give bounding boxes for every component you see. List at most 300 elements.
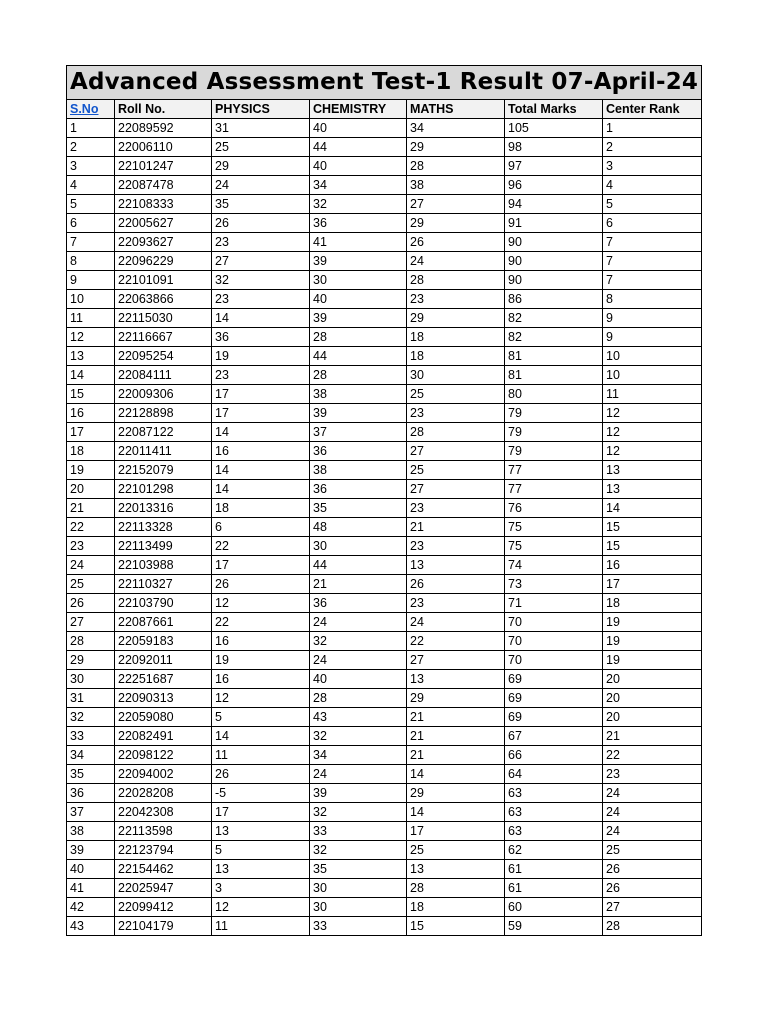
cell-physics: 26: [212, 214, 310, 233]
cell-roll-no: 22082491: [115, 727, 212, 746]
cell-physics: 23: [212, 366, 310, 385]
cell-center-rank: 7: [603, 271, 702, 290]
cell-sno: 29: [67, 651, 115, 670]
table-row: [67, 271, 702, 290]
cell-total-marks: 90: [505, 271, 603, 290]
cell-physics: 17: [212, 385, 310, 404]
cell-center-rank: 20: [603, 708, 702, 727]
cell-sno: 36: [67, 784, 115, 803]
cell-chemistry: 24: [310, 765, 407, 784]
cell-maths: 18: [407, 328, 505, 347]
cell-chemistry: 36: [310, 214, 407, 233]
table-row: [67, 556, 702, 575]
cell-total-marks: 60: [505, 898, 603, 917]
cell-center-rank: 3: [603, 157, 702, 176]
cell-physics: 6: [212, 518, 310, 537]
cell-maths: 27: [407, 651, 505, 670]
table-row: [67, 138, 702, 157]
cell-sno: 28: [67, 632, 115, 651]
cell-center-rank: 7: [603, 233, 702, 252]
cell-roll-no: 22096229: [115, 252, 212, 271]
cell-chemistry: 21: [310, 575, 407, 594]
cell-center-rank: 21: [603, 727, 702, 746]
cell-total-marks: 79: [505, 423, 603, 442]
cell-center-rank: 27: [603, 898, 702, 917]
table-row: [67, 176, 702, 195]
cell-sno: 33: [67, 727, 115, 746]
cell-sno: 34: [67, 746, 115, 765]
cell-physics: 12: [212, 898, 310, 917]
table-row: [67, 404, 702, 423]
cell-chemistry: 41: [310, 233, 407, 252]
cell-roll-no: 22028208: [115, 784, 212, 803]
cell-chemistry: 32: [310, 803, 407, 822]
cell-center-rank: 12: [603, 404, 702, 423]
cell-maths: 14: [407, 803, 505, 822]
table-row: [67, 689, 702, 708]
cell-chemistry: 38: [310, 385, 407, 404]
cell-center-rank: 8: [603, 290, 702, 309]
cell-physics: 19: [212, 651, 310, 670]
cell-maths: 21: [407, 518, 505, 537]
cell-maths: 28: [407, 423, 505, 442]
cell-maths: 23: [407, 594, 505, 613]
table-row: [67, 499, 702, 518]
cell-center-rank: 28: [603, 917, 702, 936]
cell-sno: 42: [67, 898, 115, 917]
cell-center-rank: 18: [603, 594, 702, 613]
cell-center-rank: 4: [603, 176, 702, 195]
cell-center-rank: 20: [603, 689, 702, 708]
cell-sno: 16: [67, 404, 115, 423]
cell-maths: 28: [407, 879, 505, 898]
table-row: [67, 518, 702, 537]
cell-total-marks: 86: [505, 290, 603, 309]
cell-total-marks: 105: [505, 119, 603, 138]
cell-roll-no: 22103790: [115, 594, 212, 613]
cell-physics: 16: [212, 442, 310, 461]
cell-maths: 28: [407, 271, 505, 290]
cell-roll-no: 22095254: [115, 347, 212, 366]
cell-total-marks: 76: [505, 499, 603, 518]
cell-physics: 17: [212, 556, 310, 575]
cell-chemistry: 39: [310, 252, 407, 271]
cell-physics: 35: [212, 195, 310, 214]
cell-maths: 13: [407, 556, 505, 575]
cell-physics: 14: [212, 480, 310, 499]
cell-center-rank: 14: [603, 499, 702, 518]
column-header-physics: PHYSICS: [212, 100, 310, 119]
cell-center-rank: 12: [603, 442, 702, 461]
results-table: [66, 65, 702, 936]
cell-maths: 29: [407, 309, 505, 328]
cell-sno: 21: [67, 499, 115, 518]
cell-sno: 31: [67, 689, 115, 708]
cell-physics: 11: [212, 746, 310, 765]
cell-total-marks: 62: [505, 841, 603, 860]
table-row: [67, 860, 702, 879]
cell-maths: 26: [407, 233, 505, 252]
cell-chemistry: 44: [310, 556, 407, 575]
cell-total-marks: 79: [505, 404, 603, 423]
cell-roll-no: 22115030: [115, 309, 212, 328]
cell-sno: 17: [67, 423, 115, 442]
cell-center-rank: 9: [603, 328, 702, 347]
cell-sno: 43: [67, 917, 115, 936]
cell-physics: 5: [212, 841, 310, 860]
table-row: [67, 461, 702, 480]
cell-maths: 29: [407, 214, 505, 233]
cell-maths: 29: [407, 689, 505, 708]
cell-total-marks: 63: [505, 784, 603, 803]
cell-total-marks: 63: [505, 822, 603, 841]
cell-maths: 24: [407, 613, 505, 632]
cell-roll-no: 22005627: [115, 214, 212, 233]
cell-center-rank: 25: [603, 841, 702, 860]
cell-roll-no: 22042308: [115, 803, 212, 822]
cell-total-marks: 61: [505, 879, 603, 898]
cell-roll-no: 22108333: [115, 195, 212, 214]
cell-maths: 23: [407, 404, 505, 423]
cell-chemistry: 35: [310, 499, 407, 518]
cell-total-marks: 69: [505, 670, 603, 689]
cell-roll-no: 22101247: [115, 157, 212, 176]
cell-chemistry: 32: [310, 841, 407, 860]
cell-physics: 26: [212, 575, 310, 594]
table-row: [67, 537, 702, 556]
column-header-sno[interactable]: S.No: [67, 100, 115, 119]
cell-roll-no: 22098122: [115, 746, 212, 765]
cell-center-rank: 24: [603, 803, 702, 822]
cell-physics: 3: [212, 879, 310, 898]
table-row: [67, 613, 702, 632]
cell-roll-no: 22116667: [115, 328, 212, 347]
cell-chemistry: 40: [310, 119, 407, 138]
cell-physics: 22: [212, 613, 310, 632]
cell-center-rank: 24: [603, 784, 702, 803]
cell-total-marks: 90: [505, 233, 603, 252]
cell-sno: 9: [67, 271, 115, 290]
cell-chemistry: 36: [310, 594, 407, 613]
cell-center-rank: 13: [603, 461, 702, 480]
cell-physics: 22: [212, 537, 310, 556]
cell-physics: 14: [212, 423, 310, 442]
cell-sno: 25: [67, 575, 115, 594]
cell-center-rank: 10: [603, 366, 702, 385]
cell-roll-no: 22059080: [115, 708, 212, 727]
cell-maths: 23: [407, 537, 505, 556]
cell-physics: 27: [212, 252, 310, 271]
cell-chemistry: 43: [310, 708, 407, 727]
cell-total-marks: 97: [505, 157, 603, 176]
cell-sno: 11: [67, 309, 115, 328]
cell-center-rank: 5: [603, 195, 702, 214]
cell-roll-no: 22089592: [115, 119, 212, 138]
cell-physics: 23: [212, 233, 310, 252]
cell-sno: 19: [67, 461, 115, 480]
column-header-maths: MATHS: [407, 100, 505, 119]
table-row: [67, 765, 702, 784]
cell-center-rank: 26: [603, 860, 702, 879]
cell-sno: 7: [67, 233, 115, 252]
cell-roll-no: 22063866: [115, 290, 212, 309]
table-row: [67, 385, 702, 404]
cell-center-rank: 16: [603, 556, 702, 575]
cell-chemistry: 39: [310, 784, 407, 803]
cell-center-rank: 23: [603, 765, 702, 784]
cell-sno: 30: [67, 670, 115, 689]
cell-center-rank: 15: [603, 537, 702, 556]
cell-center-rank: 9: [603, 309, 702, 328]
cell-chemistry: 34: [310, 176, 407, 195]
cell-sno: 3: [67, 157, 115, 176]
cell-maths: 34: [407, 119, 505, 138]
cell-physics: 16: [212, 632, 310, 651]
cell-total-marks: 98: [505, 138, 603, 157]
cell-sno: 40: [67, 860, 115, 879]
cell-maths: 21: [407, 708, 505, 727]
cell-sno: 4: [67, 176, 115, 195]
cell-sno: 12: [67, 328, 115, 347]
cell-total-marks: 69: [505, 708, 603, 727]
cell-roll-no: 22092011: [115, 651, 212, 670]
cell-roll-no: 22099412: [115, 898, 212, 917]
cell-sno: 20: [67, 480, 115, 499]
cell-sno: 14: [67, 366, 115, 385]
cell-center-rank: 24: [603, 822, 702, 841]
cell-physics: 31: [212, 119, 310, 138]
cell-center-rank: 19: [603, 651, 702, 670]
cell-maths: 38: [407, 176, 505, 195]
cell-physics: 24: [212, 176, 310, 195]
cell-maths: 21: [407, 727, 505, 746]
table-body: [67, 119, 702, 936]
cell-roll-no: 22123794: [115, 841, 212, 860]
cell-chemistry: 39: [310, 309, 407, 328]
cell-roll-no: 22154462: [115, 860, 212, 879]
table-row: [67, 594, 702, 613]
cell-maths: 17: [407, 822, 505, 841]
table-row: [67, 898, 702, 917]
table-row: [67, 480, 702, 499]
cell-roll-no: 22113328: [115, 518, 212, 537]
cell-center-rank: 12: [603, 423, 702, 442]
cell-physics: 19: [212, 347, 310, 366]
cell-chemistry: 40: [310, 290, 407, 309]
cell-chemistry: 38: [310, 461, 407, 480]
cell-sno: 5: [67, 195, 115, 214]
cell-maths: 13: [407, 860, 505, 879]
cell-chemistry: 34: [310, 746, 407, 765]
cell-total-marks: 67: [505, 727, 603, 746]
table-row: [67, 366, 702, 385]
cell-chemistry: 24: [310, 651, 407, 670]
table-row: [67, 746, 702, 765]
cell-total-marks: 90: [505, 252, 603, 271]
cell-center-rank: 13: [603, 480, 702, 499]
cell-total-marks: 82: [505, 309, 603, 328]
cell-physics: 18: [212, 499, 310, 518]
cell-center-rank: 15: [603, 518, 702, 537]
column-header-roll-no: Roll No.: [115, 100, 212, 119]
cell-roll-no: 22094002: [115, 765, 212, 784]
table-row: [67, 822, 702, 841]
cell-total-marks: 94: [505, 195, 603, 214]
cell-roll-no: 22104179: [115, 917, 212, 936]
cell-physics: 13: [212, 822, 310, 841]
cell-maths: 25: [407, 385, 505, 404]
cell-center-rank: 1: [603, 119, 702, 138]
cell-total-marks: 63: [505, 803, 603, 822]
cell-total-marks: 64: [505, 765, 603, 784]
table-row: [67, 917, 702, 936]
table-row: [67, 632, 702, 651]
cell-roll-no: 22087478: [115, 176, 212, 195]
cell-total-marks: 81: [505, 347, 603, 366]
cell-sno: 1: [67, 119, 115, 138]
cell-chemistry: 32: [310, 727, 407, 746]
cell-physics: 26: [212, 765, 310, 784]
table-row: [67, 252, 702, 271]
cell-maths: 28: [407, 157, 505, 176]
cell-chemistry: 30: [310, 879, 407, 898]
cell-total-marks: 70: [505, 651, 603, 670]
cell-roll-no: 22101298: [115, 480, 212, 499]
cell-maths: 29: [407, 138, 505, 157]
cell-center-rank: 19: [603, 613, 702, 632]
cell-roll-no: 22101091: [115, 271, 212, 290]
cell-maths: 29: [407, 784, 505, 803]
table-row: [67, 727, 702, 746]
cell-center-rank: 6: [603, 214, 702, 233]
cell-total-marks: 70: [505, 613, 603, 632]
cell-sno: 10: [67, 290, 115, 309]
cell-maths: 22: [407, 632, 505, 651]
cell-sno: 32: [67, 708, 115, 727]
cell-chemistry: 32: [310, 632, 407, 651]
cell-total-marks: 71: [505, 594, 603, 613]
cell-physics: 14: [212, 727, 310, 746]
document-title: Advanced Assessment Test-1 Result 07-April-24: [67, 66, 702, 100]
table-row: [67, 214, 702, 233]
cell-chemistry: 44: [310, 138, 407, 157]
cell-sno: 35: [67, 765, 115, 784]
column-header-chemistry: CHEMISTRY: [310, 100, 407, 119]
cell-total-marks: 69: [505, 689, 603, 708]
cell-total-marks: 74: [505, 556, 603, 575]
table-row: [67, 290, 702, 309]
cell-total-marks: 80: [505, 385, 603, 404]
cell-chemistry: 33: [310, 917, 407, 936]
cell-total-marks: 75: [505, 518, 603, 537]
cell-roll-no: 22013316: [115, 499, 212, 518]
cell-roll-no: 22110327: [115, 575, 212, 594]
title-row: [67, 66, 702, 100]
cell-maths: 24: [407, 252, 505, 271]
cell-maths: 30: [407, 366, 505, 385]
cell-roll-no: 22090313: [115, 689, 212, 708]
cell-chemistry: 36: [310, 442, 407, 461]
cell-center-rank: 7: [603, 252, 702, 271]
cell-maths: 25: [407, 461, 505, 480]
cell-physics: 5: [212, 708, 310, 727]
cell-roll-no: 22025947: [115, 879, 212, 898]
cell-total-marks: 73: [505, 575, 603, 594]
cell-total-marks: 82: [505, 328, 603, 347]
cell-center-rank: 20: [603, 670, 702, 689]
cell-roll-no: 22093627: [115, 233, 212, 252]
cell-total-marks: 81: [505, 366, 603, 385]
cell-center-rank: 10: [603, 347, 702, 366]
cell-sno: 41: [67, 879, 115, 898]
cell-total-marks: 59: [505, 917, 603, 936]
table-row: [67, 708, 702, 727]
cell-maths: 23: [407, 290, 505, 309]
cell-total-marks: 61: [505, 860, 603, 879]
cell-chemistry: 30: [310, 898, 407, 917]
table-row: [67, 195, 702, 214]
cell-maths: 15: [407, 917, 505, 936]
cell-sno: 27: [67, 613, 115, 632]
cell-physics: 25: [212, 138, 310, 157]
cell-chemistry: 40: [310, 157, 407, 176]
table-row: [67, 233, 702, 252]
cell-roll-no: 22006110: [115, 138, 212, 157]
cell-chemistry: 35: [310, 860, 407, 879]
cell-chemistry: 30: [310, 537, 407, 556]
cell-physics: 14: [212, 309, 310, 328]
cell-maths: 13: [407, 670, 505, 689]
cell-sno: 23: [67, 537, 115, 556]
cell-sno: 2: [67, 138, 115, 157]
table-row: [67, 651, 702, 670]
cell-center-rank: 19: [603, 632, 702, 651]
cell-physics: 17: [212, 803, 310, 822]
cell-chemistry: 48: [310, 518, 407, 537]
cell-total-marks: 79: [505, 442, 603, 461]
column-header-center-rank: Center Rank: [603, 100, 702, 119]
cell-maths: 27: [407, 442, 505, 461]
cell-chemistry: 28: [310, 689, 407, 708]
cell-sno: 38: [67, 822, 115, 841]
cell-chemistry: 40: [310, 670, 407, 689]
table-row: [67, 575, 702, 594]
table-row: [67, 841, 702, 860]
cell-roll-no: 22084111: [115, 366, 212, 385]
cell-center-rank: 17: [603, 575, 702, 594]
cell-roll-no: 22009306: [115, 385, 212, 404]
cell-total-marks: 96: [505, 176, 603, 195]
cell-chemistry: 28: [310, 366, 407, 385]
cell-total-marks: 66: [505, 746, 603, 765]
cell-physics: -5: [212, 784, 310, 803]
cell-maths: 23: [407, 499, 505, 518]
table-row: [67, 309, 702, 328]
cell-physics: 23: [212, 290, 310, 309]
cell-physics: 11: [212, 917, 310, 936]
column-header-total-marks: Total Marks: [505, 100, 603, 119]
cell-chemistry: 30: [310, 271, 407, 290]
cell-physics: 17: [212, 404, 310, 423]
cell-sno: 8: [67, 252, 115, 271]
cell-chemistry: 39: [310, 404, 407, 423]
cell-roll-no: 22113499: [115, 537, 212, 556]
cell-physics: 13: [212, 860, 310, 879]
cell-chemistry: 33: [310, 822, 407, 841]
cell-chemistry: 36: [310, 480, 407, 499]
cell-physics: 36: [212, 328, 310, 347]
cell-sno: 6: [67, 214, 115, 233]
